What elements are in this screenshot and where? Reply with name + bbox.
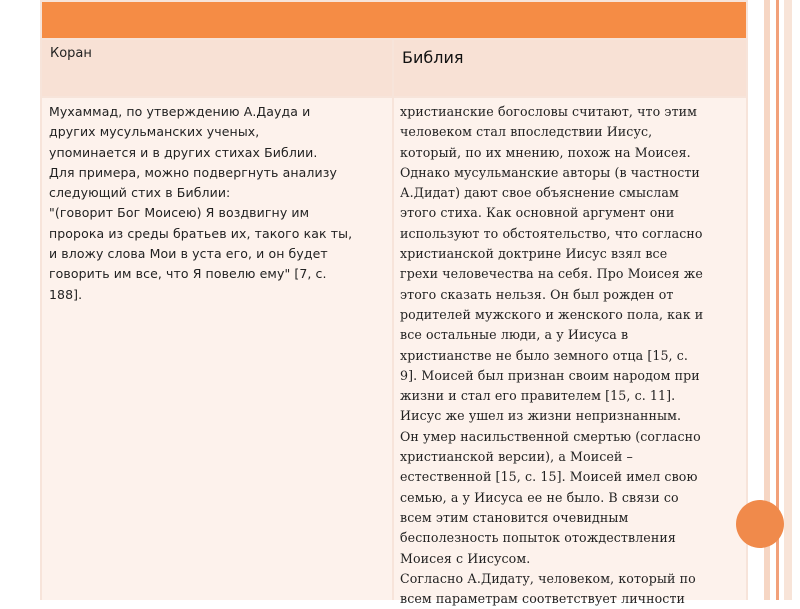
bible-column-text: христианские богословы считают, что этим человеком стал впоследствии Иисус, который, по их мнению, похож на Моисея. Однако мусульманские авторы (в частности А.Дидат) дают свое объяснение смыслам этого стиха. Как основной аргумент они используют то обстоятельство, что согласно христианской доктрине Иисус взял все грехи человечества на себя. Про Моисея же этого сказать нельзя. Он был рожден от родителей мужского и женского пола, как и все остальные люди, а у Иисуса в христианстве не было земного отца [15, с. 9]. Моисей был признан своим народом при жизни и стал его правителем [15, с. 11]. Иисус же ушел из жизни непризнанным. Он умер насильственной смертью (согласно христианской версии), а Моисей – естественной [15, с. 15]. Моисей имел свою семью, а у Иисуса ее не было. В связи со всем этим становится очевидным бесполезность попыток отождествления Моисея с Иисусом. Согласно А.Дидату, человеком, который по всем параметрам соответствует личности (400, 104, 704, 607)
header-koran-label: Коран (50, 46, 92, 61)
header-cell-koran (42, 40, 392, 96)
koran-column-text: Мухаммад, по утверждению А.Дауда и других мусульманских ученых, упоминается и в других стихах Библии. Для примера, можно подвергнуть анализу следующий стих в Библии: "(говорит Бог Моисею) Я воздвигну им пророка из среды братьев их, такого как ты, и вложу слова Мои в уста его, и он будет говорить им все, что Я повелю ему" [7, с. 188]. (49, 104, 353, 302)
decorative-stripe (784, 0, 792, 600)
table-title-bar (42, 2, 746, 38)
header-bible-label: Библия (402, 48, 464, 67)
decorative-circle (736, 500, 784, 548)
body-cell-bible (394, 98, 746, 607)
header-cell-bible (394, 40, 746, 96)
body-cell-koran (42, 98, 392, 600)
